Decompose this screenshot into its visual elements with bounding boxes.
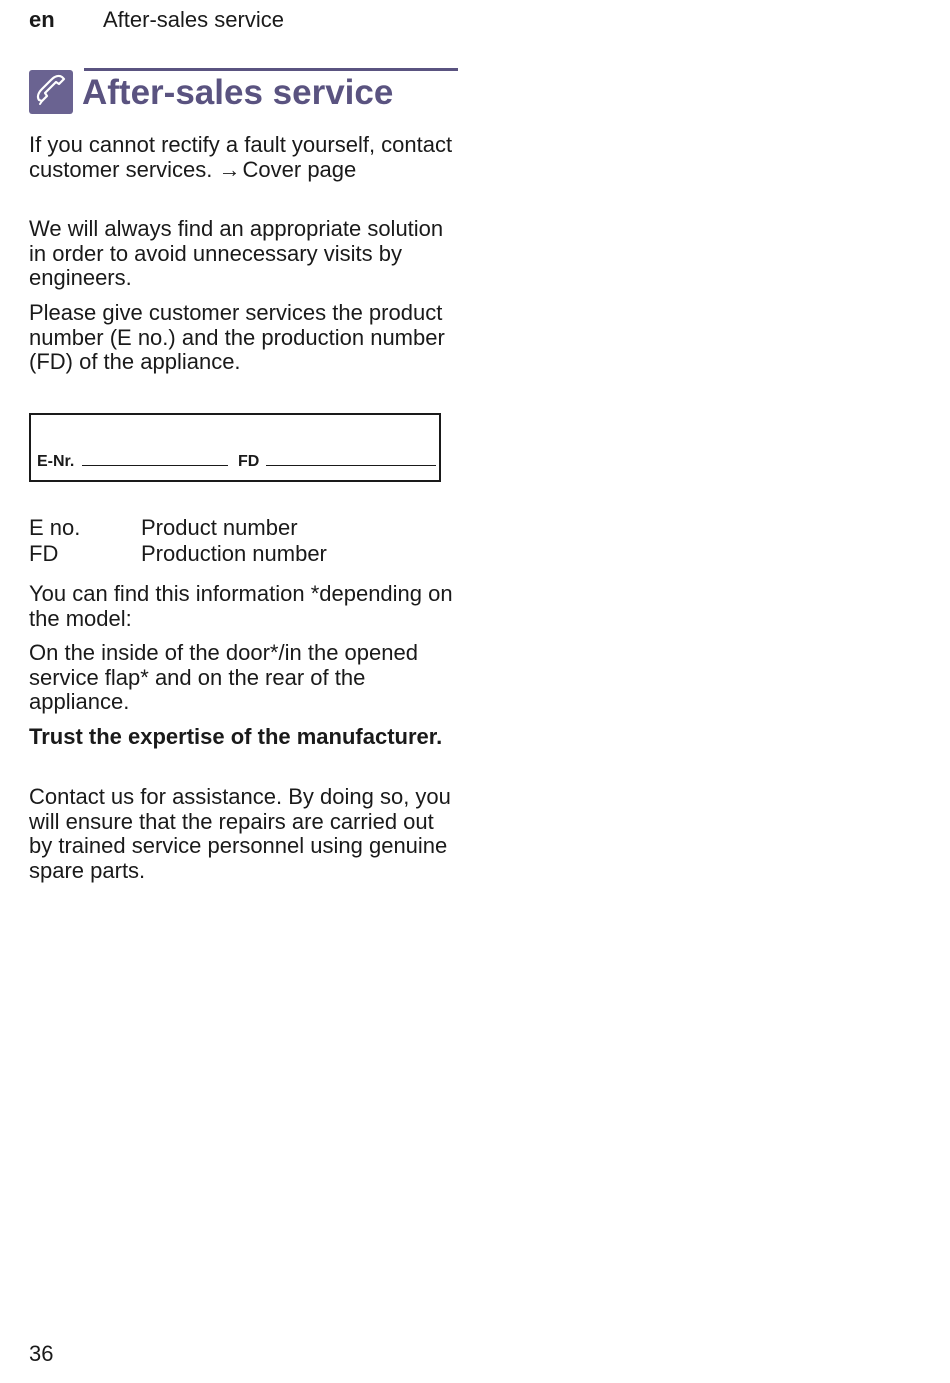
definition-term: E no. bbox=[29, 515, 81, 540]
enr-label: E-Nr. bbox=[37, 453, 75, 470]
definition-meaning: Product number bbox=[141, 515, 298, 540]
telephone-handset-icon-graphic bbox=[29, 70, 73, 114]
running-header bbox=[29, 6, 284, 34]
trust-heading: Trust the expertise of the manufacturer. bbox=[29, 724, 443, 749]
definition-meaning: Production number bbox=[141, 541, 327, 566]
fd-blank-line bbox=[266, 465, 436, 466]
cross-reference-arrow-icon: → bbox=[218, 156, 239, 182]
fd-label: FD bbox=[238, 453, 260, 470]
running-header-section: After-sales service bbox=[103, 7, 284, 32]
intro-paragraph bbox=[29, 133, 459, 182]
language-code: en bbox=[29, 7, 55, 32]
location-paragraph: On the inside of the door*/in the opened service flap* and on the rear of the appliance. bbox=[29, 640, 418, 714]
cover-page-reference: Cover page bbox=[242, 156, 357, 182]
definition-term: FD bbox=[29, 541, 59, 566]
page-title: After-sales service bbox=[82, 73, 394, 112]
telephone-handset-icon bbox=[29, 70, 73, 114]
contact-paragraph: Contact us for assistance. By doing so, you will ensure that the repairs are carried out by trained service personnel using genuine spare parts. bbox=[29, 784, 451, 883]
definition-row bbox=[29, 541, 327, 567]
solution-paragraph: We will always find an appropriate solution in order to avoid unnecessary visits by engineers. bbox=[29, 216, 444, 290]
rating-plate-box bbox=[29, 413, 441, 482]
numbers-request-paragraph: Please give customer services the product number (E no.) and the production number (FD) of the appliance. bbox=[29, 300, 445, 374]
section-rule bbox=[84, 68, 458, 71]
find-info-paragraph: You can find this information *depending on the model: bbox=[29, 581, 453, 631]
definition-row bbox=[29, 515, 327, 541]
page-number: 36 bbox=[29, 1341, 54, 1366]
definitions-list bbox=[29, 515, 327, 567]
intro-text: If you cannot rectify a fault yourself, contact customer services. bbox=[29, 132, 453, 182]
enr-blank-line bbox=[82, 465, 228, 466]
